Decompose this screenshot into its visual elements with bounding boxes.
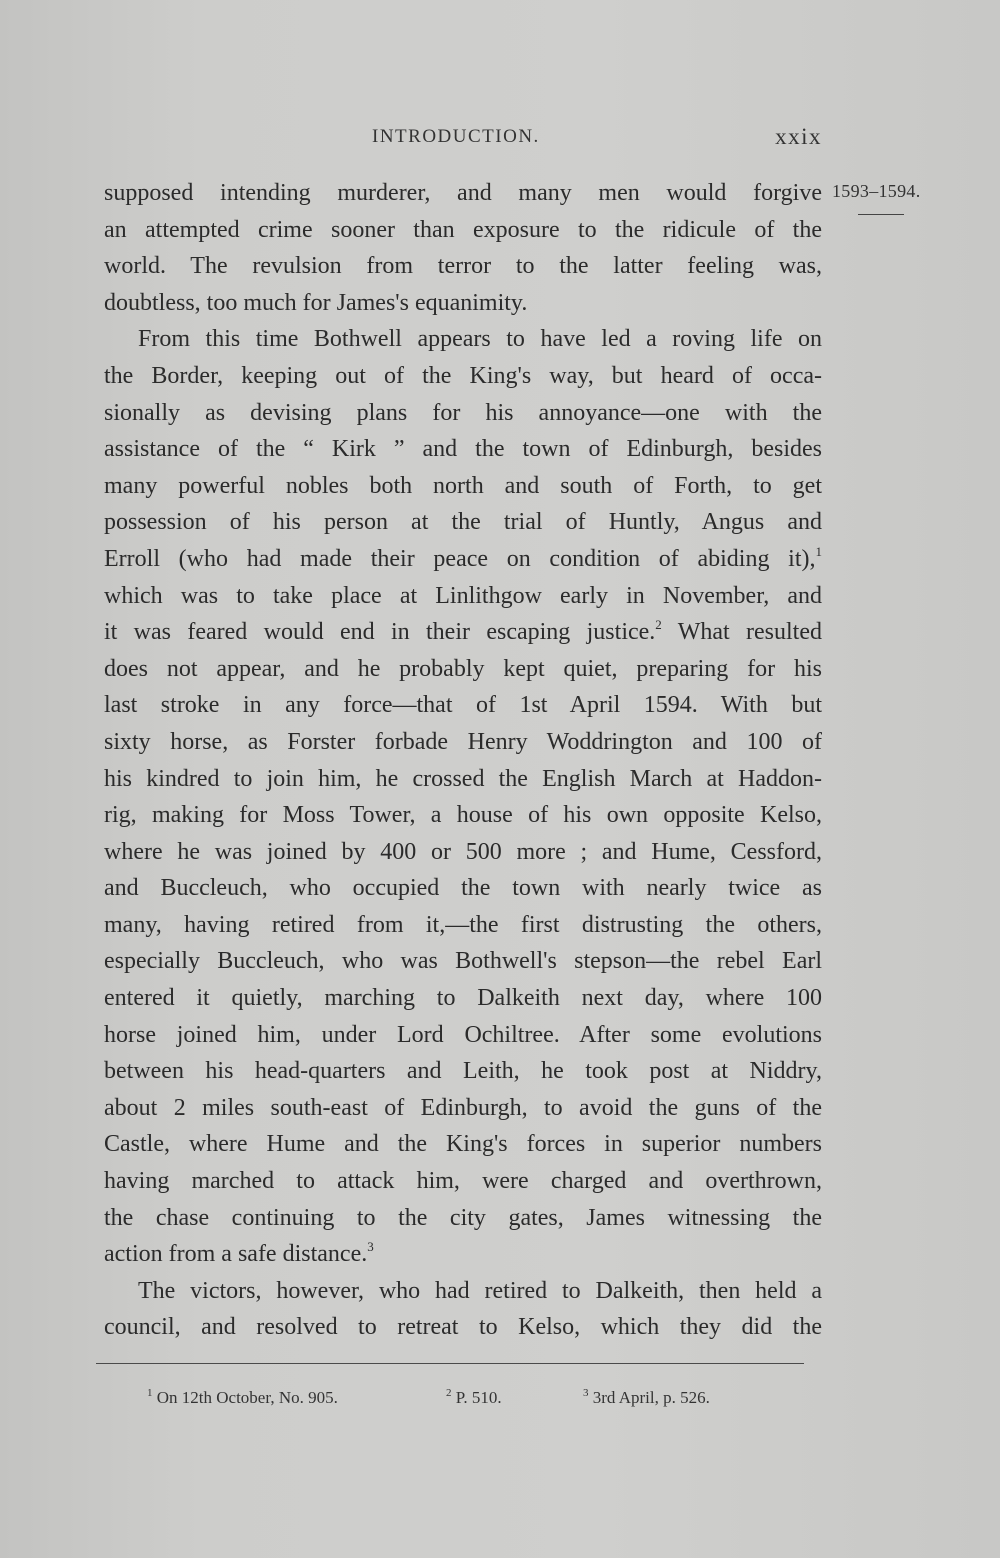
text-line: assistance of the “ Kirk ” and the town of Edinburgh, besides bbox=[104, 436, 822, 463]
footnote-ref-3: 3 bbox=[367, 1239, 374, 1255]
text-line: an attempted crime sooner than exposure to the ridicule of the bbox=[104, 216, 822, 243]
text-line-main: Erroll (who had made their peace on condition of abiding it), bbox=[104, 545, 816, 572]
text-line: which was to take place at Linlithgow early in November, and bbox=[104, 582, 822, 609]
text-line: between his head-quarters and Leith, he took post at Niddry, bbox=[104, 1058, 822, 1085]
paragraph-1 bbox=[104, 175, 822, 321]
body-text bbox=[104, 175, 822, 1346]
footnote-rule bbox=[96, 1363, 804, 1364]
text-line: and Buccleuch, who occupied the town with nearly twice as bbox=[104, 875, 822, 902]
text-line: does not appear, and he probably kept quiet, preparing for his bbox=[104, 655, 822, 682]
text-line: The victors, however, who had retired to Dalkeith, then held a bbox=[138, 1277, 822, 1304]
text-line: where he was joined by 400 or 500 more ; and Hume, Cessford, bbox=[104, 838, 822, 865]
text-line-main: action from a safe distance. bbox=[104, 1241, 368, 1268]
footnote-text: P. 510. bbox=[455, 1388, 502, 1407]
text-line: last stroke in any force—that of 1st April 1594. With but bbox=[104, 692, 822, 719]
text-line: rig, making for Moss Tower, a house of his own opposite Kelso, bbox=[104, 802, 822, 829]
footnote-3 bbox=[583, 1388, 710, 1408]
footnote-mark: 3 bbox=[583, 1387, 589, 1399]
text-line: about 2 miles south-east of Edinburgh, to avoid the guns of the bbox=[104, 1094, 822, 1121]
margin-date-note: 1593–1594. bbox=[832, 181, 921, 201]
text-line: his kindred to join him, he crossed the English March at Haddon- bbox=[104, 765, 822, 792]
text-line: many, having retired from it,—the first distrusting the others, bbox=[104, 911, 822, 938]
running-head bbox=[0, 126, 1000, 156]
text-line-tail: What resulted bbox=[661, 619, 823, 646]
text-line: Castle, where Hume and the King's forces in superior numbers bbox=[104, 1131, 822, 1158]
text-line-with-note bbox=[104, 541, 822, 578]
text-line: the Border, keeping out of the King's way, but heard of occa- bbox=[104, 362, 822, 389]
footnote-1 bbox=[147, 1388, 338, 1408]
running-head-title: INTRODUCTION. bbox=[372, 126, 540, 147]
text-line-main: it was feared would end in their escaping justice. bbox=[104, 619, 656, 646]
footnote-2 bbox=[446, 1388, 502, 1408]
text-line: entered it quietly, marching to Dalkeith next day, where 100 bbox=[104, 985, 822, 1012]
text-line: sionally as devising plans for his annoyance—one with the bbox=[104, 399, 822, 426]
paragraph-3 bbox=[104, 1273, 822, 1346]
text-line: horse joined him, under Lord Ochiltree. After some evolutions bbox=[104, 1021, 822, 1048]
text-line: From this time Bothwell appears to have led a roving life on bbox=[138, 326, 822, 353]
text-line: possession of his person at the trial of Huntly, Angus and bbox=[104, 509, 822, 536]
margin-note-rule bbox=[858, 214, 904, 215]
text-line: sixty horse, as Forster forbade Henry Woddrington and 100 of bbox=[104, 728, 822, 755]
footnote-text: 3rd April, p. 526. bbox=[592, 1388, 710, 1407]
footnote-ref-1: 1 bbox=[815, 543, 822, 559]
footnote-text: On 12th October, No. 905. bbox=[156, 1388, 338, 1407]
text-line: doubtless, too much for James's equanimity. bbox=[104, 289, 528, 316]
footnote-ref-2: 2 bbox=[655, 617, 662, 633]
text-line: especially Buccleuch, who was Bothwell's stepson—the rebel Earl bbox=[104, 948, 822, 975]
text-line: having marched to attack him, were charged and overthrown, bbox=[104, 1168, 822, 1195]
footnote-mark: 1 bbox=[147, 1387, 153, 1399]
text-line-with-note bbox=[104, 1236, 822, 1273]
text-line: the chase continuing to the city gates, James witnessing the bbox=[104, 1204, 822, 1231]
text-line: council, and resolved to retreat to Kelso, which they did the bbox=[104, 1314, 822, 1341]
footnote-mark: 2 bbox=[446, 1387, 452, 1399]
page-number: xxix bbox=[775, 124, 822, 149]
text-line-with-note bbox=[104, 614, 822, 651]
text-line: world. The revulsion from terror to the latter feeling was, bbox=[104, 253, 822, 280]
text-line: supposed intending murderer, and many men would forgive bbox=[104, 180, 822, 206]
text-line: many powerful nobles both north and south of Forth, to get bbox=[104, 472, 822, 499]
paragraph-2 bbox=[104, 321, 822, 1272]
